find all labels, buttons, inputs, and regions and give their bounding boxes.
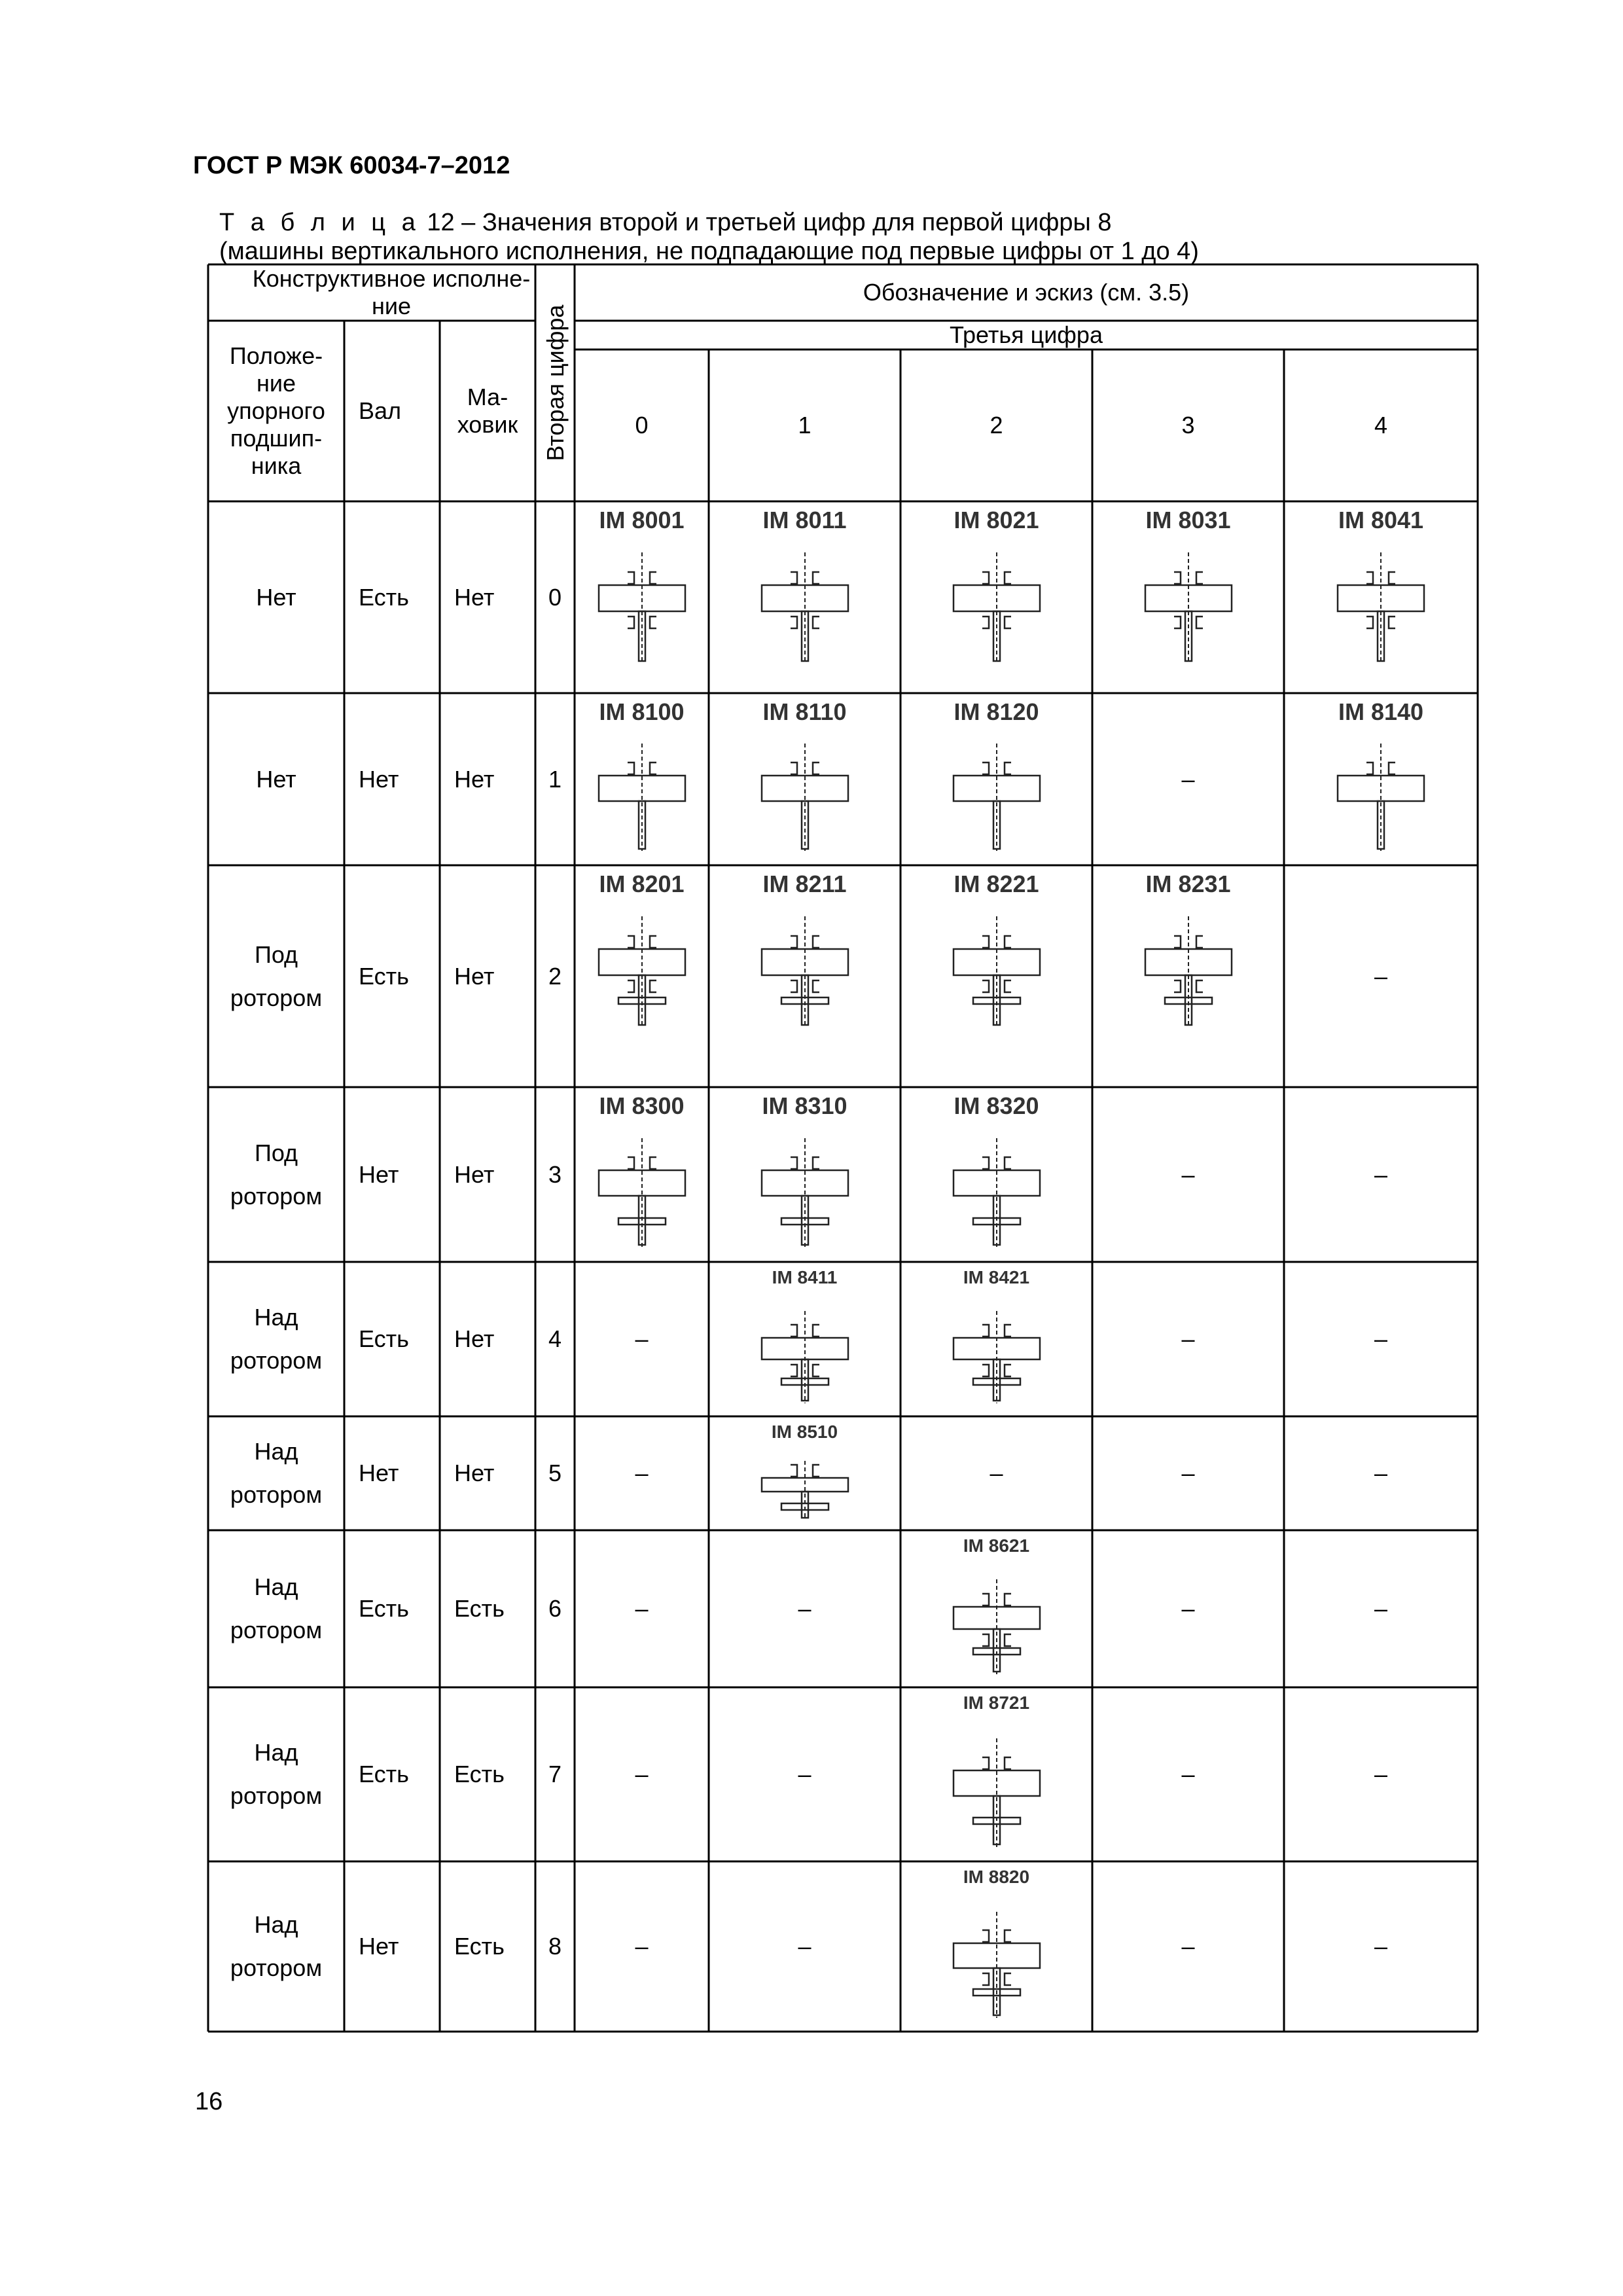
cell-second-digit: 5 [548, 1460, 562, 1486]
third-digit-4: 4 [1374, 412, 1388, 439]
im-code-label: IM 8011 [762, 507, 847, 533]
cell-shaft: Есть [359, 1761, 409, 1787]
im-code-label: IM 8721 [963, 1693, 1030, 1713]
motor-sketch-icon [753, 903, 857, 1034]
im-code-label: IM 8231 [1145, 870, 1231, 897]
cell-second-digit: 8 [548, 1933, 562, 1960]
im-code-label: IM 8621 [963, 1535, 1030, 1556]
header-construction: Конструктивное исполне- ние [252, 265, 531, 319]
cell-second-digit: 4 [548, 1325, 562, 1352]
im-code-label: IM 8021 [954, 507, 1039, 533]
header-bearing-position: Положе- ние упорного подшип- ника [227, 342, 325, 479]
motor-sketch-icon [944, 1725, 1049, 1854]
im-code-label: IM 8110 [762, 698, 847, 725]
third-digit-2: 2 [990, 412, 1003, 439]
cell-flywheel: Нет [454, 765, 495, 793]
cell-flywheel: Есть [454, 1761, 505, 1787]
empty-dash: – [1374, 1325, 1388, 1352]
cell-shaft: Нет [359, 1460, 399, 1486]
motor-sketch-icon [753, 539, 857, 670]
cell-flywheel: Нет [454, 1460, 495, 1486]
caption-line-1 [219, 208, 1199, 237]
empty-dash: – [1374, 962, 1388, 990]
cell-flywheel: Нет [454, 1160, 495, 1188]
im-code-label: IM 8120 [954, 698, 1039, 725]
empty-dash: – [635, 1933, 649, 1960]
cell-flywheel: Есть [454, 1595, 505, 1622]
motor-sketch-icon [753, 1454, 857, 1522]
im-code-label: IM 8041 [1338, 507, 1424, 533]
third-digit-1: 1 [798, 412, 812, 439]
cell-flywheel: Есть [454, 1933, 505, 1960]
motor-sketch-icon [944, 539, 1049, 670]
caption-prefix: Т а б л и ц а [219, 209, 420, 236]
im-code-label: IM 8510 [771, 1422, 838, 1442]
im-code-label: IM 8300 [599, 1092, 685, 1119]
motor-sketch-icon [1136, 903, 1241, 1034]
third-digit-3: 3 [1181, 412, 1195, 439]
empty-dash: – [1181, 1933, 1195, 1960]
cell-second-digit: 7 [548, 1761, 562, 1787]
empty-dash: – [635, 1325, 649, 1352]
cell-bearing-position: Над ротором [230, 1304, 323, 1374]
empty-dash: – [1181, 1595, 1195, 1622]
cell-second-digit: 0 [548, 583, 562, 611]
motor-sketch-icon [753, 1125, 857, 1254]
empty-dash: – [635, 1595, 649, 1622]
cell-bearing-position: Над ротором [230, 1739, 323, 1809]
empty-dash: – [1374, 1160, 1388, 1188]
empty-dash: – [1374, 1595, 1388, 1622]
im-code-label: IM 8320 [954, 1092, 1039, 1119]
cell-second-digit: 2 [548, 962, 562, 990]
im-code-label: IM 8100 [599, 698, 685, 725]
cell-shaft: Нет [359, 1933, 399, 1960]
im-code-label: IM 8031 [1145, 507, 1231, 533]
caption-line-2: (машины вертикального исполнения, не подпадающие под первые цифры от 1 до 4) [219, 238, 1199, 265]
im-code-label: IM 8310 [762, 1092, 847, 1119]
third-digit-0: 0 [635, 412, 649, 439]
motor-sketch-icon [753, 1300, 857, 1408]
empty-dash: – [1374, 1933, 1388, 1960]
cell-bearing-position: Над ротором [230, 1438, 323, 1508]
motor-sketch-icon [944, 1568, 1049, 1679]
motor-sketch-icon [944, 1899, 1049, 2024]
cell-bearing-position: Нет [256, 583, 296, 611]
cell-shaft: Есть [359, 962, 409, 990]
im-code-label: IM 8221 [954, 870, 1039, 897]
im-code-label: IM 8421 [963, 1267, 1030, 1287]
cell-second-digit: 3 [548, 1160, 562, 1188]
cell-bearing-position: Над ротором [230, 1573, 323, 1643]
motor-sketch-icon [753, 731, 857, 857]
empty-dash: – [1181, 1460, 1195, 1486]
motor-sketch-icon [944, 731, 1049, 857]
cell-shaft: Нет [359, 1160, 399, 1188]
empty-dash: – [1374, 1761, 1388, 1787]
im-code-label: IM 8201 [599, 870, 685, 897]
motor-sketch-icon [590, 1125, 694, 1254]
im-code-label: IM 8140 [1338, 698, 1424, 725]
motor-sketch-icon [590, 731, 694, 857]
cell-flywheel: Нет [454, 962, 495, 990]
empty-dash: – [1181, 1761, 1195, 1787]
cell-flywheel: Нет [454, 583, 495, 611]
empty-dash: – [1374, 1460, 1388, 1486]
caption-title: 12 – Значения второй и третьей цифр для первой цифры 8 [419, 209, 1112, 236]
cell-second-digit: 1 [548, 765, 562, 793]
page-number: 16 [195, 2088, 223, 2115]
empty-dash: – [1181, 765, 1195, 793]
cell-shaft: Нет [359, 765, 399, 793]
header-third-digit: Третья цифра [950, 321, 1103, 348]
empty-dash: – [635, 1761, 649, 1787]
table-caption [219, 208, 1199, 266]
im-code-label: IM 8411 [772, 1267, 838, 1287]
document-header: ГОСТ Р МЭК 60034-7–2012 [193, 152, 510, 179]
motor-sketch-icon [1136, 539, 1241, 670]
motor-sketch-icon [944, 1300, 1049, 1408]
cell-second-digit: 6 [548, 1595, 562, 1622]
cell-shaft: Есть [359, 1595, 409, 1622]
im-code-label: IM 8001 [599, 507, 685, 533]
header-sketch: Обозначение и эскиз (см. 3.5) [863, 279, 1190, 306]
motor-sketch-icon [590, 539, 694, 670]
cell-bearing-position: Под ротором [230, 1139, 323, 1210]
header-shaft: Вал [359, 397, 402, 424]
empty-dash: – [990, 1460, 1003, 1486]
cell-shaft: Есть [359, 1325, 409, 1352]
motor-sketch-icon [944, 1125, 1049, 1254]
cell-bearing-position: Под ротором [230, 941, 323, 1011]
header-second-digit: Вторая цифра [542, 304, 569, 461]
header-flywheel: Ма- ховик [457, 384, 518, 438]
empty-dash: – [635, 1460, 649, 1486]
motor-sketch-icon [944, 903, 1049, 1034]
empty-dash: – [1181, 1160, 1195, 1188]
cell-shaft: Есть [359, 583, 409, 611]
motor-sketch-icon [590, 903, 694, 1034]
motor-sketch-icon [1329, 539, 1433, 670]
header-second-digit-cell [535, 264, 575, 501]
designation-table [208, 264, 1478, 2032]
cell-bearing-position: Нет [256, 765, 296, 793]
im-code-label: IM 8211 [762, 870, 847, 897]
im-code-label: IM 8820 [963, 1867, 1030, 1887]
cell-flywheel: Нет [454, 1325, 495, 1352]
empty-dash: – [798, 1595, 812, 1622]
motor-sketch-icon [1329, 731, 1433, 857]
empty-dash: – [1181, 1325, 1195, 1352]
empty-dash: – [798, 1933, 812, 1960]
empty-dash: – [798, 1761, 812, 1787]
cell-bearing-position: Над ротором [230, 1911, 323, 1981]
